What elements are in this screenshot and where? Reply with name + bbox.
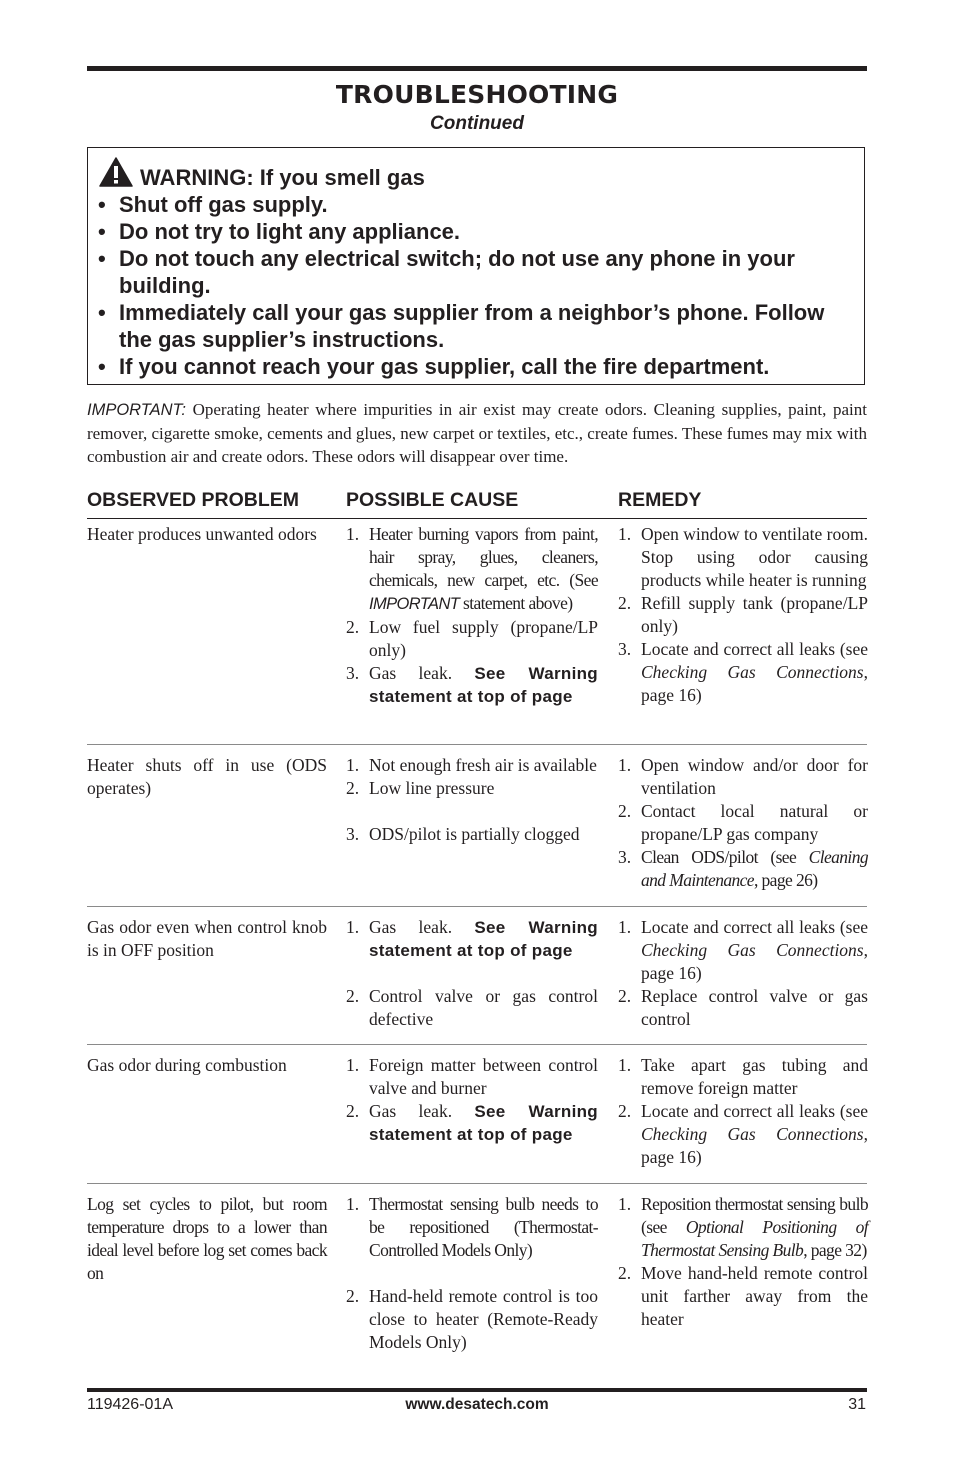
warning-bullet-1: Shut off gas supply. — [119, 192, 328, 217]
list-item: 3. ODS/pilot is partially clogged — [346, 824, 580, 844]
problem-cell: Heater shuts off in use (ODS operates) — [87, 755, 327, 798]
remedy-cell — [618, 523, 868, 707]
bullet-marker: • — [98, 354, 106, 379]
list-item: 1. Open window and/or door for ventilation — [618, 755, 868, 798]
list-item: 2. Gas leak. See Warning statement at top of page — [346, 1101, 598, 1144]
important-text: Operating heater where impurities in air exist may create odors. Cleaning supplies, paint, paint remover, cigarette smoke, cements and glues, new carpet or textiles, etc., create fumes. These fumes may mix with combustion air and create odors. These odors will disappear over time. — [87, 400, 867, 466]
problem-cell: Heater produces unwanted odors — [87, 524, 317, 544]
bullet-marker: • — [98, 246, 106, 271]
list-item: 2. Low line pressure — [346, 778, 495, 798]
top-rule — [87, 66, 867, 71]
list-item: 2. Locate and correct all leaks (see Checking Gas Connections, page 16) — [618, 1101, 868, 1167]
list-item: 1. Foreign matter between control valve and burner — [346, 1055, 598, 1098]
list-item: 1. Take apart gas tubing and remove foreign matter — [618, 1055, 868, 1098]
cause-cell — [346, 916, 598, 1031]
row-divider — [87, 906, 867, 907]
bullet-marker: • — [98, 192, 106, 217]
warning-triangle-icon — [99, 157, 133, 187]
remedy-cell — [618, 754, 868, 892]
list-item: 2. Move hand-held remote control unit farther away from the heater — [618, 1263, 868, 1329]
header-remedy: REMEDY — [618, 489, 702, 511]
header-observed-problem: OBSERVED PROBLEM — [87, 489, 300, 511]
cause-cell — [346, 523, 598, 708]
list-item: 1. Locate and correct all leaks (see Checking Gas Connections, page 16) — [618, 917, 868, 983]
footer-page-number: 31 — [848, 1396, 866, 1413]
list-item: 2. Refill supply tank (propane/LP only) — [618, 593, 868, 636]
warning-bullet-3: Do not touch any electrical switch; do not use any phone in your building. — [119, 246, 795, 298]
row-divider — [87, 744, 867, 745]
list-item: 1. Not enough fresh air is available — [346, 755, 597, 775]
bullet-marker: • — [98, 300, 106, 325]
list-item: 2. Hand-held remote control is too close to heater (Remote-Ready Models Only) — [346, 1286, 598, 1352]
remedy-cell — [618, 916, 868, 1031]
problem-cell: Gas odor during combustion — [87, 1055, 287, 1075]
list-item: 1. Open window to ventilate room. Stop using odor causing products while heater is running — [618, 524, 868, 590]
list-item: 1. Heater burning vapors from paint, hair spray, glues, cleaners, chemicals, new carpet, etc. (See IMPORTANT statement above) — [346, 524, 598, 613]
list-item: 2. Contact local natural or propane/LP gas company — [618, 801, 868, 844]
remedy-cell — [618, 1054, 868, 1169]
cause-cell — [346, 754, 598, 846]
gas-warning-box — [87, 147, 865, 385]
row-divider — [87, 1183, 867, 1184]
problem-cell: Gas odor even when control knob is in OFF position — [87, 917, 327, 960]
warning-title: WARNING: If you smell gas — [140, 165, 425, 190]
remedy-cell — [618, 1193, 868, 1331]
bottom-rule — [87, 1388, 867, 1392]
list-item: 1. Reposition thermostat sensing bulb (see Optional Positioning of Thermostat Sensing Bulb, page 32) — [618, 1194, 868, 1260]
footer-doc-number: 119426-01A — [87, 1396, 173, 1413]
problem-cell: Log set cycles to pilot, but room temperature drops to a lower than ideal level before log set comes back on — [87, 1194, 327, 1283]
bullet-marker: • — [98, 219, 106, 244]
cause-cell — [346, 1054, 598, 1146]
list-item: 1. Thermostat sensing bulb needs to be repositioned (Thermostat-Controlled Models Only) — [346, 1194, 598, 1260]
warning-bullet-4: Immediately call your gas supplier from a neighbor’s phone. Follow the gas supplier’s instructions. — [119, 300, 825, 352]
list-item: 3. Clean ODS/pilot (see Cleaning and Maintenance, page 26) — [618, 847, 868, 890]
header-possible-cause: POSSIBLE CAUSE — [346, 489, 519, 511]
footer-website: www.desatech.com — [405, 1396, 549, 1413]
cause-cell — [346, 1193, 598, 1354]
list-item: 2. Replace control valve or gas control — [618, 986, 868, 1029]
page-subtitle: Continued — [430, 113, 524, 134]
important-label: IMPORTANT: — [87, 401, 186, 419]
table-header-rule — [87, 518, 867, 519]
warning-bullet-2: Do not try to light any appliance. — [119, 219, 461, 244]
list-item: 2. Control valve or gas control defective — [346, 986, 598, 1029]
list-item: 3. Locate and correct all leaks (see Checking Gas Connections, page 16) — [618, 639, 868, 705]
page-title: TROUBLESHOOTING — [335, 80, 619, 109]
important-note — [87, 398, 867, 468]
list-item: 2. Low fuel supply (propane/LP only) — [346, 617, 598, 660]
row-divider — [87, 1044, 867, 1045]
list-item: 3. Gas leak. See Warning statement at top of page — [346, 663, 598, 706]
warning-bullet-5: If you cannot reach your gas supplier, call the fire department. — [119, 354, 770, 379]
list-item: 1. Gas leak. See Warning statement at top of page — [346, 917, 598, 960]
